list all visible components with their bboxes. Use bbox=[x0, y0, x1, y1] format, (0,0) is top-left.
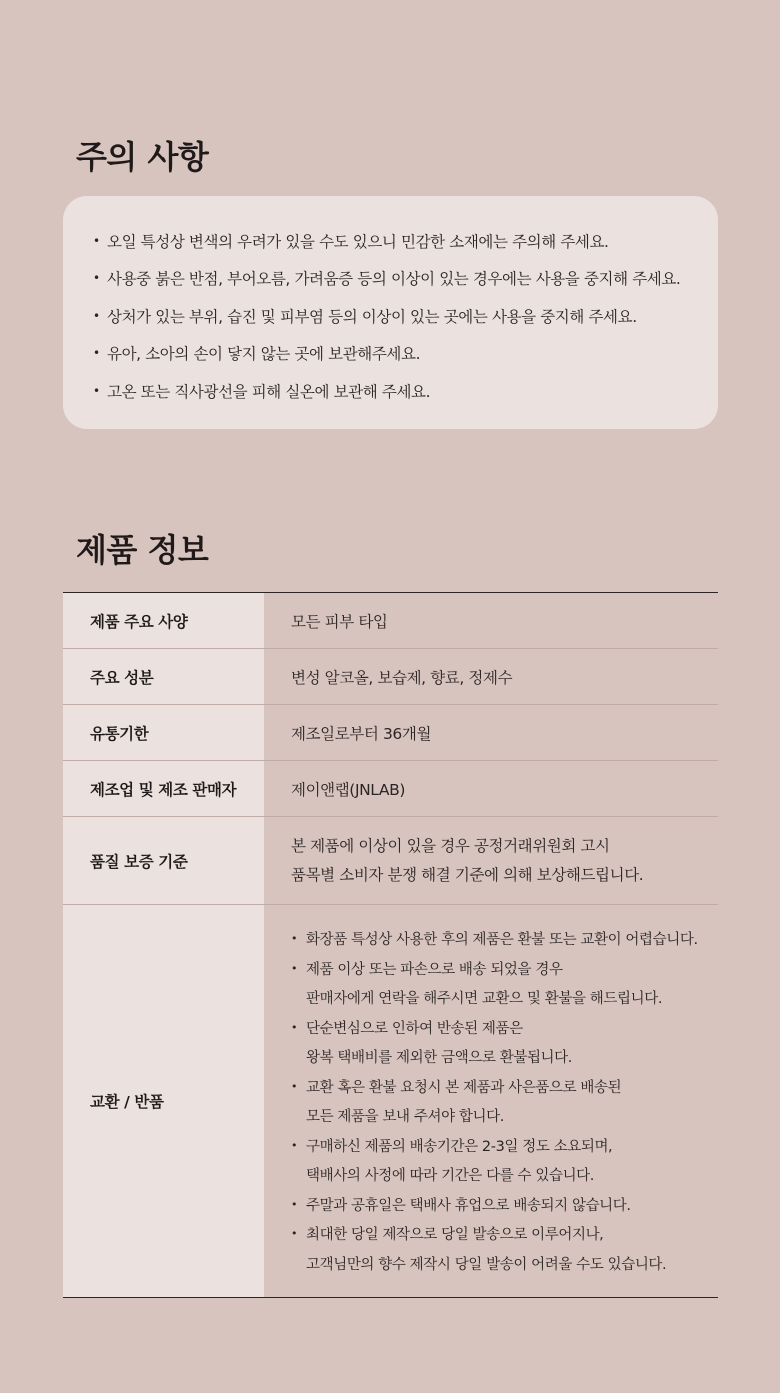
table-row bbox=[63, 905, 718, 1297]
product-info-table bbox=[63, 592, 718, 1298]
table-row bbox=[63, 649, 718, 705]
list-item-text: 고객님만의 향수 제작시 당일 발송이 어려울 수도 있습니다. bbox=[306, 1256, 667, 1273]
caution-item bbox=[93, 297, 694, 335]
value-line: 품목별 소비자 분쟁 해결 기준에 의해 보상해드립니다. bbox=[291, 865, 644, 884]
row-value: 변성 알코올, 보습제, 향료, 정제수 bbox=[291, 668, 513, 687]
list-item-text: 주말과 공휴일은 택배사 휴업으로 배송되지 않습니다. bbox=[306, 1197, 631, 1214]
bullet-icon: • bbox=[93, 308, 100, 323]
row-label: 품질 보증 기준 bbox=[63, 817, 264, 904]
bullet-icon: • bbox=[291, 1079, 298, 1093]
row-label: 교환 / 반품 bbox=[63, 905, 264, 1297]
bullet-icon: • bbox=[291, 932, 298, 946]
caution-text: 고온 또는 직사광선을 피해 실온에 보관해 주세요. bbox=[107, 382, 431, 401]
bullet-icon: • bbox=[93, 233, 100, 248]
list-item bbox=[291, 1013, 698, 1072]
list-item bbox=[291, 1190, 698, 1220]
table-row bbox=[63, 593, 718, 649]
row-value bbox=[264, 905, 718, 1297]
list-item bbox=[291, 1072, 698, 1131]
list-item bbox=[291, 1131, 698, 1190]
bullet-icon: • bbox=[291, 1227, 298, 1241]
caution-item bbox=[93, 260, 694, 298]
caution-item bbox=[93, 372, 694, 410]
bullet-icon: • bbox=[93, 271, 100, 286]
list-item bbox=[291, 954, 698, 1013]
caution-item bbox=[93, 335, 694, 373]
caution-title: 주의 사항 bbox=[76, 138, 209, 176]
caution-text: 상처가 있는 부위, 습진 및 피부염 등의 이상이 있는 곳에는 사용을 중지해 주세요. bbox=[107, 307, 637, 326]
list-item-text: 제품 이상 또는 파손으로 배송 되었을 경우 bbox=[306, 961, 563, 978]
list-item-text: 최대한 당일 제작으로 당일 발송으로 이루어지나, bbox=[306, 1227, 604, 1244]
list-item-text: 모든 제품을 보내 주셔야 합니다. bbox=[306, 1109, 504, 1126]
list-item bbox=[291, 1219, 698, 1278]
bullet-icon: • bbox=[291, 1020, 298, 1034]
caution-box bbox=[63, 196, 718, 429]
caution-text: 유아, 소아의 손이 닿지 않는 곳에 보관해주세요. bbox=[107, 345, 421, 364]
bullet-icon: • bbox=[93, 346, 100, 361]
caution-text: 오일 특성상 변색의 우려가 있을 수도 있으니 민감한 소재에는 주의해 주세요. bbox=[107, 232, 609, 251]
bullet-icon: • bbox=[291, 1138, 298, 1152]
table-row bbox=[63, 705, 718, 761]
table-row bbox=[63, 817, 718, 905]
caution-item bbox=[93, 222, 694, 260]
list-item bbox=[291, 924, 698, 954]
list-item-text: 택배사의 사정에 따라 기간은 다를 수 있습니다. bbox=[306, 1168, 594, 1185]
list-item-text: 구매하신 제품의 배송기간은 2-3일 정도 소요되며, bbox=[306, 1138, 613, 1155]
list-item-text: 왕복 택배비를 제외한 금액으로 환불됩니다. bbox=[306, 1050, 572, 1067]
bullet-icon: • bbox=[291, 961, 298, 975]
row-label: 주요 성분 bbox=[63, 649, 264, 704]
caution-text: 사용중 붉은 반점, 부어오름, 가려움증 등의 이상이 있는 경우에는 사용을 중지해 주세요. bbox=[107, 270, 681, 289]
row-value: 제조일로부터 36개월 bbox=[291, 724, 432, 743]
product-info-title: 제품 정보 bbox=[76, 531, 209, 569]
list-item-text: 단순변심으로 인하여 반송된 제품은 bbox=[306, 1020, 523, 1037]
bullet-icon: • bbox=[291, 1197, 298, 1211]
row-value: 제이앤랩(JNLAB) bbox=[291, 780, 405, 799]
bullet-icon: • bbox=[93, 383, 100, 398]
list-item-text: 화장품 특성상 사용한 후의 제품은 환불 또는 교환이 어렵습니다. bbox=[306, 932, 698, 949]
exchange-list bbox=[291, 924, 698, 1278]
list-item-text: 판매자에게 연락을 해주시면 교환으 및 환불을 해드립니다. bbox=[306, 991, 663, 1008]
row-label: 유통기한 bbox=[63, 705, 264, 760]
row-value: 모든 피부 타입 bbox=[291, 612, 388, 631]
row-label: 제조업 및 제조 판매자 bbox=[63, 761, 264, 816]
row-value bbox=[264, 817, 718, 904]
list-item-text: 교환 혹은 환불 요청시 본 제품과 사은품으로 배송된 bbox=[306, 1079, 622, 1096]
table-row bbox=[63, 761, 718, 817]
value-line: 본 제품에 이상이 있을 경우 공정거래위원회 고시 bbox=[291, 836, 610, 855]
row-label: 제품 주요 사양 bbox=[63, 593, 264, 648]
caution-list bbox=[93, 222, 694, 410]
